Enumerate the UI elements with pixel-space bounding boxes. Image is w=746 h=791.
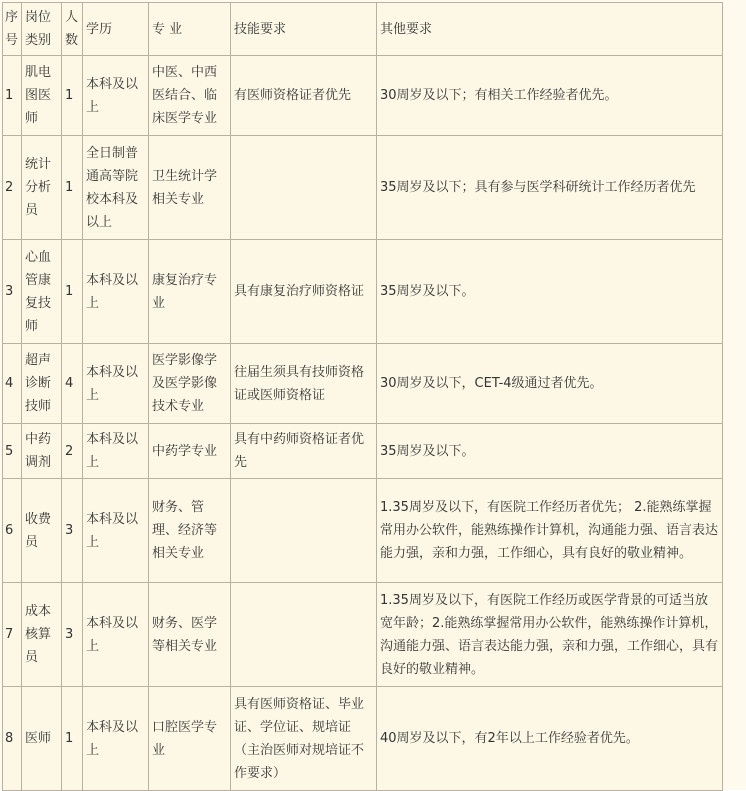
- table-row: [3, 240, 723, 344]
- cell-position: 收费员: [22, 479, 62, 583]
- header-row: [3, 3, 723, 56]
- cell-education: 本科及以上: [83, 479, 149, 583]
- cell-education: 本科及以上: [83, 344, 149, 424]
- cell-count: 1: [62, 56, 83, 136]
- cell-seq: 4: [3, 344, 22, 424]
- cell-count: 2: [62, 424, 83, 479]
- cell-major: 中医、中西医结合、临床医学专业: [149, 56, 231, 136]
- header-major: 专 业: [149, 3, 231, 56]
- cell-skills: [231, 583, 377, 687]
- cell-other: 35周岁及以下。: [377, 240, 723, 344]
- cell-education: 本科及以上: [83, 583, 149, 687]
- header-other: 其他要求: [377, 3, 723, 56]
- cell-other: 35周岁及以下；具有参与医学科研统计工作经历者优先: [377, 136, 723, 240]
- cell-skills: 往届生须具有技师资格证或医师资格证: [231, 344, 377, 424]
- cell-education: 本科及以上: [83, 240, 149, 344]
- cell-other: 1.35周岁及以下，有医院工作经历或医学背景的可适当放宽年龄；2.能熟练掌握常用办公软件，能熟练操作计算机，沟通能力强、语言表达能力强，亲和力强，工作细心，具有良好的敬业精神。: [377, 583, 723, 687]
- cell-skills: 具有康复治疗师资格证: [231, 240, 377, 344]
- cell-seq: 7: [3, 583, 22, 687]
- cell-education: 本科及以上: [83, 56, 149, 136]
- cell-other: 40周岁及以下，有2年以上工作经验者优先。: [377, 687, 723, 791]
- cell-major: 医学影像学及医学影像技术专业: [149, 344, 231, 424]
- header-education: 学历: [83, 3, 149, 56]
- cell-major: 中药学专业: [149, 424, 231, 479]
- header-seq: 序号: [3, 3, 22, 56]
- cell-major: 口腔医学专业: [149, 687, 231, 791]
- header-skills: 技能要求: [231, 3, 377, 56]
- cell-skills: 有医师资格证者优先: [231, 56, 377, 136]
- header-position: 岗位类别: [22, 3, 62, 56]
- table-row: [3, 479, 723, 583]
- cell-position: 成本核算员: [22, 583, 62, 687]
- cell-count: 3: [62, 479, 83, 583]
- cell-other: 35周岁及以下。: [377, 424, 723, 479]
- recruitment-table: [2, 2, 723, 791]
- table-row: [3, 687, 723, 791]
- cell-skills: 具有医师资格证、毕业证、学位证、规培证 （主治医师对规培证不作要求）: [231, 687, 377, 791]
- cell-count: 3: [62, 583, 83, 687]
- cell-position: 统计分析员: [22, 136, 62, 240]
- cell-education: 全日制普通高等院校本科及以上: [83, 136, 149, 240]
- cell-position: 医师: [22, 687, 62, 791]
- cell-major: 财务、管理、经济等相关专业: [149, 479, 231, 583]
- cell-major: 康复治疗专业: [149, 240, 231, 344]
- cell-count: 1: [62, 240, 83, 344]
- cell-other: 1.35周岁及以下，有医院工作经历者优先； 2.能熟练掌握常用办公软件，能熟练操作计算机，沟通能力强、语言表达能力强，亲和力强，工作细心，具有良好的敬业精神。: [377, 479, 723, 583]
- cell-count: 4: [62, 344, 83, 424]
- table-row: [3, 56, 723, 136]
- cell-position: 肌电图医师: [22, 56, 62, 136]
- cell-other: 30周岁及以下；有相关工作经验者优先。: [377, 56, 723, 136]
- table-row: [3, 344, 723, 424]
- cell-other: 30周岁及以下，CET-4级通过者优先。: [377, 344, 723, 424]
- cell-position: 超声诊断技师: [22, 344, 62, 424]
- cell-count: 1: [62, 136, 83, 240]
- table-row: [3, 424, 723, 479]
- cell-position: 心血管康复技师: [22, 240, 62, 344]
- cell-seq: 3: [3, 240, 22, 344]
- cell-count: 1: [62, 687, 83, 791]
- cell-skills: 具有中药师资格证者优先: [231, 424, 377, 479]
- cell-seq: 1: [3, 56, 22, 136]
- cell-major: 财务、医学等相关专业: [149, 583, 231, 687]
- cell-position: 中药调剂: [22, 424, 62, 479]
- cell-education: 本科及以上: [83, 687, 149, 791]
- header-count: 人数: [62, 3, 83, 56]
- cell-seq: 8: [3, 687, 22, 791]
- cell-seq: 6: [3, 479, 22, 583]
- cell-seq: 5: [3, 424, 22, 479]
- table-row: [3, 136, 723, 240]
- cell-skills: [231, 479, 377, 583]
- cell-skills: [231, 136, 377, 240]
- cell-seq: 2: [3, 136, 22, 240]
- table-row: [3, 583, 723, 687]
- cell-major: 卫生统计学相关专业: [149, 136, 231, 240]
- cell-education: 本科及以上: [83, 424, 149, 479]
